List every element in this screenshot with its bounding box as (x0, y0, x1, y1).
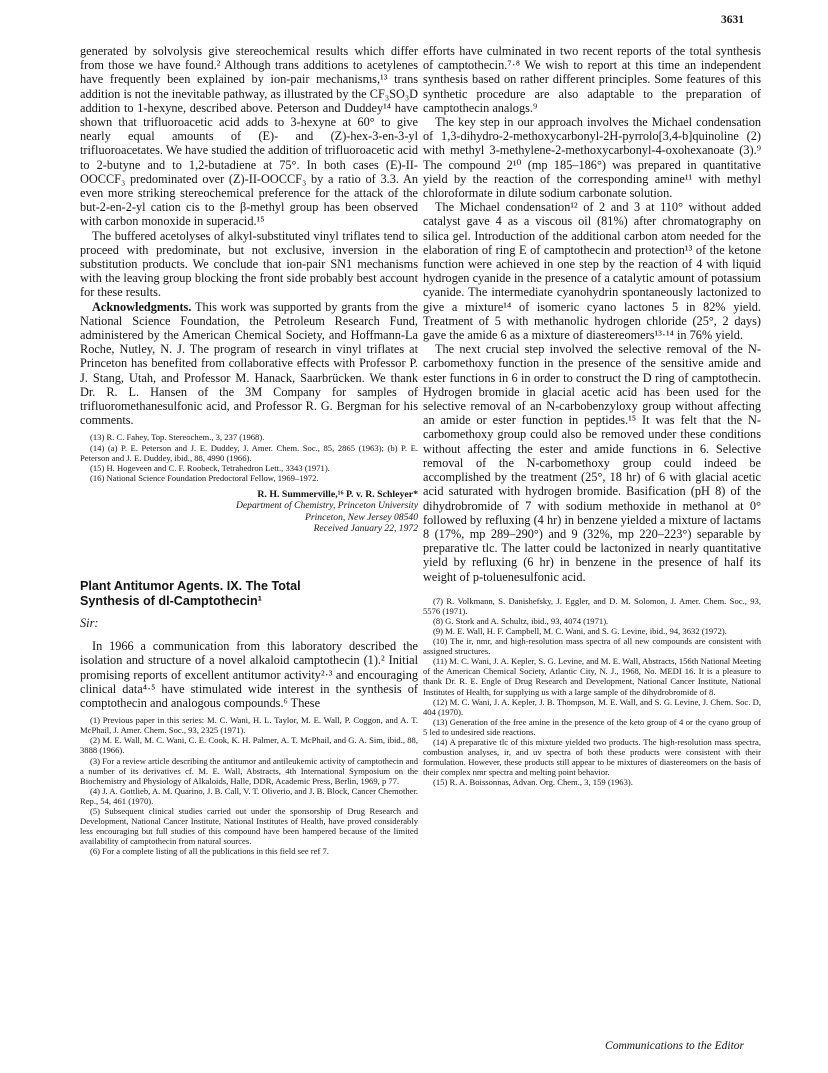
body-paragraph: efforts have culminated in two recent reports of the total synthesis of camptothecin.⁷·⁸ We wish to report at this time an independent synthesis based on rather different principles. Some features of this synthetic procedure are also adaptable to the preparation of camptothecin analogs.⁹ (423, 44, 761, 115)
footnote: (13) R. C. Fahey, Top. Stereochem., 3, 237 (1968). (90, 432, 265, 443)
ack-heading: Acknowledgments. (92, 299, 192, 314)
footnote: (8) G. Stork and A. Schultz, ibid., 93, 4074 (1971). (433, 615, 609, 626)
signature-received: Received January 22, 1972 (313, 523, 418, 535)
body-paragraph: In 1966 a communication from this laboratory described the isolation and structure of a novel alkaloid camptothecin (1).² Initial promising reports of excellent antitumor activity²·³ and encouraging clinical data⁴·⁵ have stimulated wide interest in the synthesis of comptothecin and analogous compounds.⁶ These (80, 639, 418, 710)
footnote: (10) The ir, nmr, and high-resolution mass spectra of all new compounds are consistent with assigned structures. (423, 636, 761, 657)
signature-authors: R. H. Summerville,¹⁶ P. v. R. Schleyer* (257, 488, 418, 500)
signature-place: Princeton, New Jersey 08540 (305, 511, 418, 523)
page-number: 3631 (721, 14, 744, 26)
footnote: (13) Generation of the free amine in the presence of the keto group of 4 or the cyano group of 5 led to undesired side reactions. (423, 716, 761, 737)
footnote: (5) Subsequent clinical studies carried out under the sponsorship of Drug Research and Development, National Cancer Institute, National Institutes of Health, have proved considerably less encouraging but full studies of this compound have been hampered because of the limited availability of camptothecin from natural sources. (80, 806, 418, 847)
salutation: Sir: (80, 616, 99, 631)
footnote: (14) (a) P. E. Peterson and J. E. Duddey, J. Amer. Chem. Soc., 85, 2865 (1963); (b) P. E. Peterson and J. E. Duddey, ibid., 88, 4990 (1966). (80, 442, 418, 463)
body-paragraph: generated by solvolysis give stereochemical results which differ from those we have found.² Although trans additions to acetylenes have frequently been explained by ion-pair mechanisms,¹³ trans addition is not the inevitable pathway, as illustrated by the CF₃SO₃D addition to 1-hexyne, described above. Peterson and Duddey¹⁴ have shown that trifluoroacetic acid adds to 3-hexyne at 60° to give nearly equal amounts of (E)- and (Z)-hex-3-en-3-yl trifluoroacetates. We have studied the addition of trifluoroacetic acid to 2-butyne and to 1,2-butadiene at 75°. In both cases (E)-II-OOCCF₃ predominated over (Z)-II-OOCCF₃ by a ratio of 3.3. An even more striking stereochemical preference for the attack of the but-2-en-2-yl cation cis to the β-methyl group has been observed with carbon monoxide in superacid.¹⁵ (80, 44, 418, 229)
body-paragraph: The Michael condensation¹² of 2 and 3 at 110° without added catalyst gave 4 as a viscous oil (81%) after chromatography on silica gel. Introduction of the additional carbon atom needed for the elaboration of ring E of camptothecin and protection¹³ of the ketone function were achieved in one step by the reaction of 4 with liquid hydrogen cyanide in the presence of a catalytic amount of potassium cyanide. The intermediate cyanohydrin spontaneously lactonized to give a mixture¹⁴ of isomeric cyano lactones 5 in 82% yield. Treatment of 5 with methanolic hydrogen chloride (25°, 2 days) gave the amide 6 as a mixture of diastereomers¹³·¹⁴ in 76% yield. (423, 200, 761, 343)
footnote: (9) M. E. Wall, H. F. Campbell, M. C. Wani, and S. G. Levine, ibid., 94, 3632 (1972). (433, 626, 727, 636)
footnotes (80, 432, 418, 482)
footnotes (423, 596, 761, 788)
footnote: (6) For a complete listing of all the publications in this field see ref 7. (90, 846, 329, 857)
right-column (423, 44, 761, 788)
footnote: (14) A preparative tlc of this mixture yielded two products. The high-resolution mass spectra, combustion analyses, ir, and uv spectra of both these products were consistent with their formulation. However, these products still appear to be mixtures of diastereomers on the basis of their complex nmr spectra and melting point behavior. (423, 737, 761, 778)
footnote: (3) For a review article describing the antitumor and antileukemic activity of camptothecin and a number of its derivatives cf. M. E. Wall, Abstracts, 4th International Symposium on the Biochemistry and Physiology of Alkaloids, Halle, DDR, Academic Press, Berlin, 1969, p 77. (80, 755, 418, 786)
article-title-line: Plant Antitumor Agents. IX. The Total (80, 578, 301, 593)
left-column (80, 44, 418, 856)
body-paragraph: The next crucial step involved the selective removal of the N-carbomethoxy function in the presence of the sensitive amide and ester functions in 6 in order to construct the D ring of camptothecin. Hydrogen bromide in glacial acetic acid has been used for the selective removal of an N-carbobenzyloxy group without affecting an amide or ester function in peptides.¹⁵ It was felt that the N-carbomethoxy group could also be removed under these conditions without affecting the ester and amide functions in 6. Selective removal of the N-carbomethoxy group could indeed be accomplished by the treatment (25°, 18 hr) of 6 with glacial acetic acid saturated with hydrogen bromide. Basification (pH 8) of the dihydrobromide of 7 with sodium methoxide in methanol at 0° followed by refluxing (4 hr) in benzene yielded a mixture of lactams 8 (17%, mp 289–290°) and 9 (32%, mp 220–223°) separable by preparative tlc. The latter could be lactonized in nearly quantitative yield by refluxing (6 hr) in benzene in the presence of half its weight of p-toluenesulfonic acid. (423, 342, 761, 584)
footnote: (2) M. E. Wall, M. C. Wani, C. E. Cook, K. H. Palmer, A. T. McPhail, and G. A. Sim, ibid., 88, 3888 (1966). (80, 735, 418, 756)
footnote: (12) M. C. Wani, J. A. Kepler, J. B. Thompson, M. E. Wall, and S. G. Levine, J. Chem. Soc. D, 404 (1970). (423, 696, 761, 717)
signature-dept: Department of Chemistry, Princeton University (236, 500, 418, 512)
body-paragraph: The key step in our approach involves the Michael condensation of 1,3-dihydro-2-methoxycarbonyl-2H-pyrrolo[3,4-b]quinoline (2) with methyl 3-methylene-2-methoxycarbonyl-4-oxohexanoate (3).⁹ The compound 2¹⁰ (mp 185–186°) was prepared in quantitative yield by the reaction of the corresponding amine¹¹ with methyl chloroformate in dilute sodium carbonate solution. (423, 115, 761, 201)
page-footer: Communications to the Editor (605, 1040, 744, 1052)
article-title-line: Synthesis of dl-Camptothecin¹ (80, 593, 262, 608)
footnote: (4) J. A. Gottlieb, A. M. Quarino, J. B. Call, V. T. Oliverio, and J. B. Block, Cancer Chemother. Rep., 54, 461 (1970). (80, 785, 418, 806)
footnote: (15) H. Hogeveen and C. F. Roobeck, Tetrahedron Lett., 3343 (1971). (90, 462, 330, 473)
footnote: (7) R. Volkmann, S. Danishefsky, J. Eggler, and D. M. Solomon, J. Amer. Chem. Soc., 93, 5576 (1971). (423, 595, 761, 616)
signature-block (80, 489, 418, 535)
footnote: (15) R. A. Boissonnas, Advan. Org. Chem., 3, 159 (1963). (433, 777, 633, 788)
ack-text: This work was supported by grants from the National Science Foundation, the Petroleum Research Fund, administered by the American Chemical Society, and Hoffmann-La Roche, Nutley, N. J. The program of research in vinyl triflates at Princeton has benefited from collaborative effects with Professor P. J. Stang, Utah, and Professor M. Hanack, Saarbrücken. We thank Dr. R. L. Hansen of the 3M Company for samples of trifluoromethanesulfonic acid, and Professor R. G. Bergman for his comments. (80, 299, 418, 428)
footnotes (80, 715, 418, 856)
body-paragraph: The buffered acetolyses of alkyl-substituted vinyl triflates tend to proceed with predominate, but not exclusive, inversion in the substitution products. We conclude that ion-pair SN1 mechanisms with the leaving group blocking the front side probably best account for these results. (80, 228, 418, 300)
footnote: (16) National Science Foundation Predoctoral Fellow, 1969–1972. (90, 472, 319, 483)
article-title (80, 579, 418, 608)
footnote: (1) Previous paper in this series: M. C. Wani, H. L. Taylor, M. E. Wall, P. Coggon, and A. T. McPhail, J. Amer. Chem. Soc., 93, 2325 (1971). (80, 715, 418, 736)
acknowledgments (80, 300, 418, 428)
footnote: (11) M. C. Wani, J. A. Kepler, S. G. Levine, and M. E. Wall, Abstracts, 156th National Meeting of the American Chemical Society, Atlantic City, N. J., 1968, No. MEDI 16. It is a pleasure to thank Dr. R. E. Engle of Drug Research and Development, National Cancer Institute, National Institutes of Health, for supplying us with a large sample of the dihydrobromide of 8. (423, 656, 761, 697)
